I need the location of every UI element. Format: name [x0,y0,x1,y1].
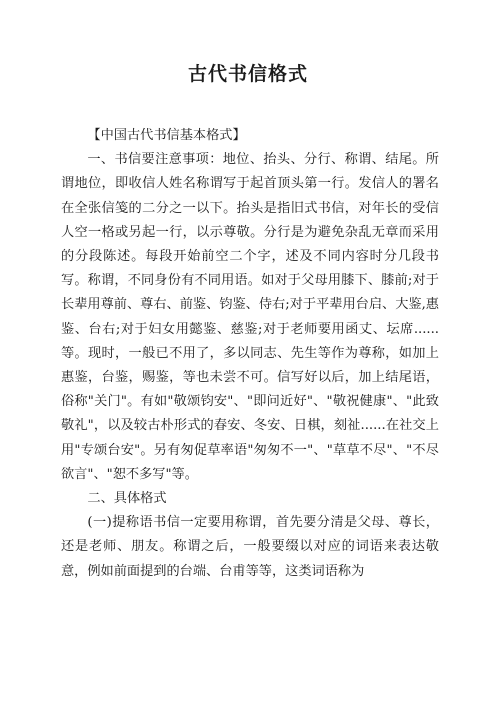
section-heading-basic-format: 【中国古代书信基本格式】 [87,128,246,143]
paragraph-notes: 一、书信要注意事项：地位、抬头、分行、称谓、结尾。所谓地位，即收信人姓名称谓写于起首顶头第一行。发信人的署名在全张信笺的二分之一以下。抬头是指旧式书信，对年长的受信人空一格或另起一行，以示尊敬。分行是为避免杂乱无章而采用的分段陈述。每段开始前空二个字，述及不同内容时分几段书写。称谓，不同身份有不同用语。如对于父母用膝下、膝前;对于长辈用尊前、尊右、前鉴、钧鉴、侍右;对于平辈用台启、大鉴,惠鉴、台右;对于妇女用懿鉴、慈鉴;对于老师要用函丈、坛席......等。现时，一般已不用了，多以同志、先生等作为尊称，如加上惠鉴，台鉴，赐鉴，等也未尝不可。信写好以后，加上结尾语，俗称"关门"。有如"敬颂钧安"、"即问近好"、"敬祝健康"、"此致敬礼"，以及较古朴形式的春安、冬安、日棋，刻祉......在社交上用"专颂台安"。另有匆促草率语"匆匆不一"、"草草不尽"、"不尽欲言"、"恕不多写"等。 [61,152,439,482]
document-body [61,124,439,584]
page-title: 古代书信格式 [187,63,308,85]
paragraph-salutation: (一)提称语书信一定要用称谓，首先要分清是父母、尊长，还是老师、朋友。称谓之后，一般要缀以对应的词语来表达敬意，例如前面提到的台端、台甫等等，这类词语称为 [61,515,439,579]
section-heading-specific-format: 二、具体格式 [87,491,167,507]
